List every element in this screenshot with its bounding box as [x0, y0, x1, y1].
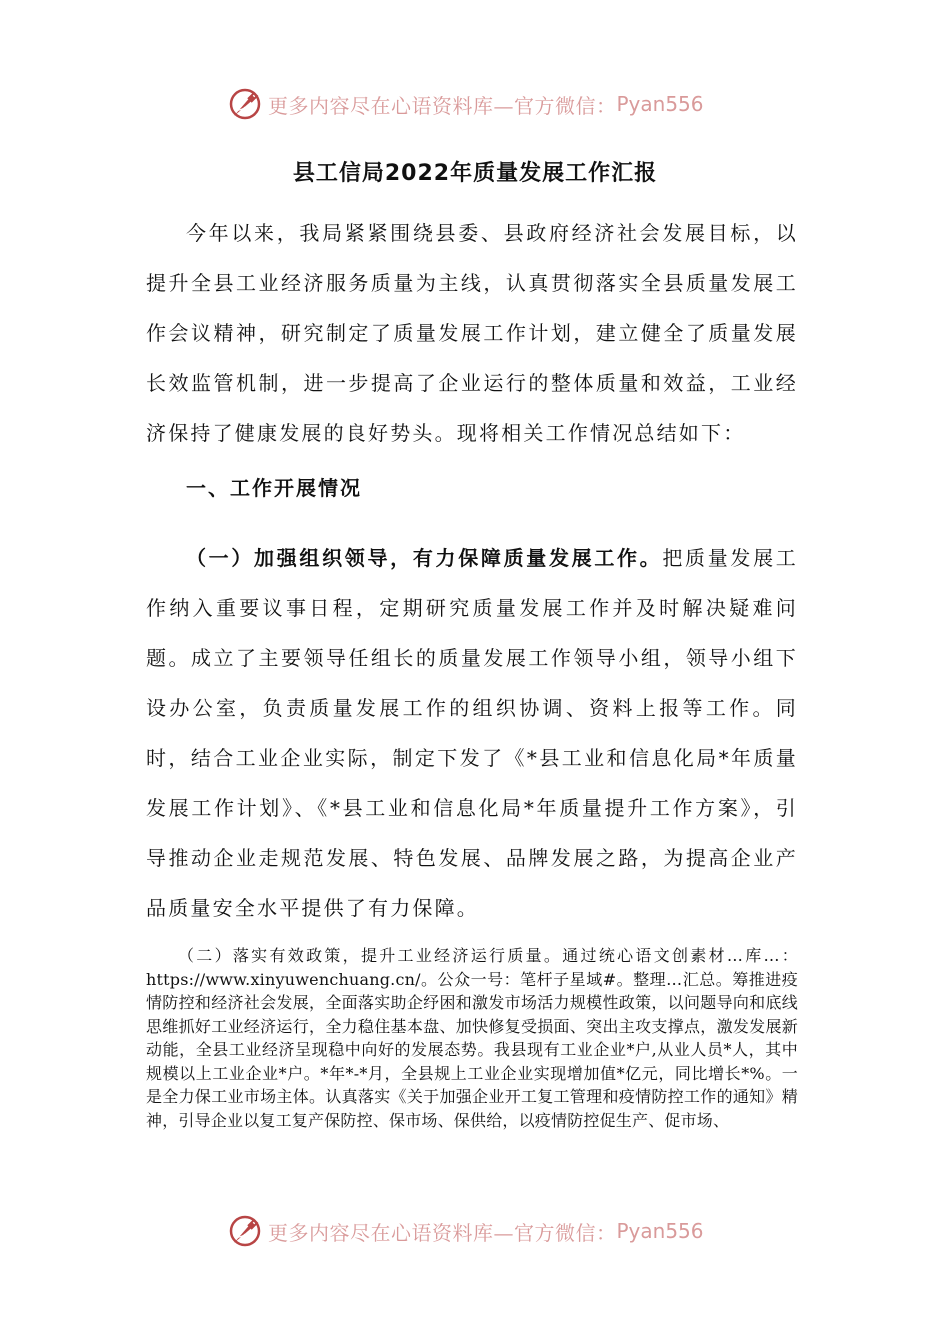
item1-paragraph — [146, 533, 798, 933]
banner-text: 更多内容尽在心语资料库—官方微信： — [268, 1220, 617, 1245]
quill-logo-icon — [228, 1214, 262, 1248]
quill-logo-icon — [228, 87, 262, 121]
watermark-banner-bottom — [228, 1211, 748, 1251]
document-title: 县工信局2022年质量发展工作汇报 — [292, 161, 658, 186]
banner-wechat-id: Pyan556 — [616, 1219, 704, 1243]
watermark-banner-top — [228, 84, 748, 124]
item1-lead: （一）加强组织领导，有力保障质量发展工作。 — [186, 546, 663, 570]
intro-paragraph: 今年以来，我局紧紧围绕县委、县政府经济社会发展目标，以提升全县工业经济服务质量为主线，认真贯彻落实全县质量发展工作会议精神，研究制定了质量发展工作计划，建立健全了质量发展长效监管机制，进一步提高了企业运行的整体质量和效益，工业经济保持了健康发展的良好势头。现将相关工作情况总结如下： — [146, 221, 798, 445]
item1-body: 把质量发展工作纳入重要议事日程，定期研究质量发展工作并及时解决疑难问题。成立了主要领导任组长的质量发展工作领导小组，领导小组下设办公室，负责质量发展工作的组织协调、资料上报等工作。同时，结合工业企业实际，制定下发了《*县工业和信息化局*年质量发展工作计划》、《*县工业和信息化局*年质量提升工作方案》，引导推动企业走规范发展、特色发展、品牌发展之路，为提高企业产品质量安全水平提供了有力保障。 — [146, 546, 798, 920]
banner-wechat-id: Pyan556 — [616, 92, 704, 116]
section-heading: 一、工作开展情况 — [186, 476, 362, 500]
banner-text: 更多内容尽在心语资料库—官方微信： — [268, 93, 617, 118]
item2-paragraph: （二）落实有效政策，提升工业经济运行质量。通过统心语文创素材…库…：https://www.xinyuwenchuang.cn/。公众一号：笔杆子星域#。整理…汇总。筹推进疫情防控和经济社会发展，全面落实助企纾困和激发市场活力规模性政策，以问题导向和底线思维抓好工业经济运行，全力稳住基本盘、加快修复受损面、突出主攻支撑点，激发发展新动能，全县工业经济呈现稳中向好的发展态势。我县现有工业企业*户,从业人员*人，其中规模以上工业企业*户。*年*-*月，全县规上工业企业实现增加值*亿元，同比增长*%。一是全力保工业市场主体。认真落实《关于加强企业开工复工管理和疫情防控工作的通知》精神，引导企业以复工复产保防控、保市场、保供给，以疫情防控促生产、促市场、 — [146, 946, 798, 1130]
